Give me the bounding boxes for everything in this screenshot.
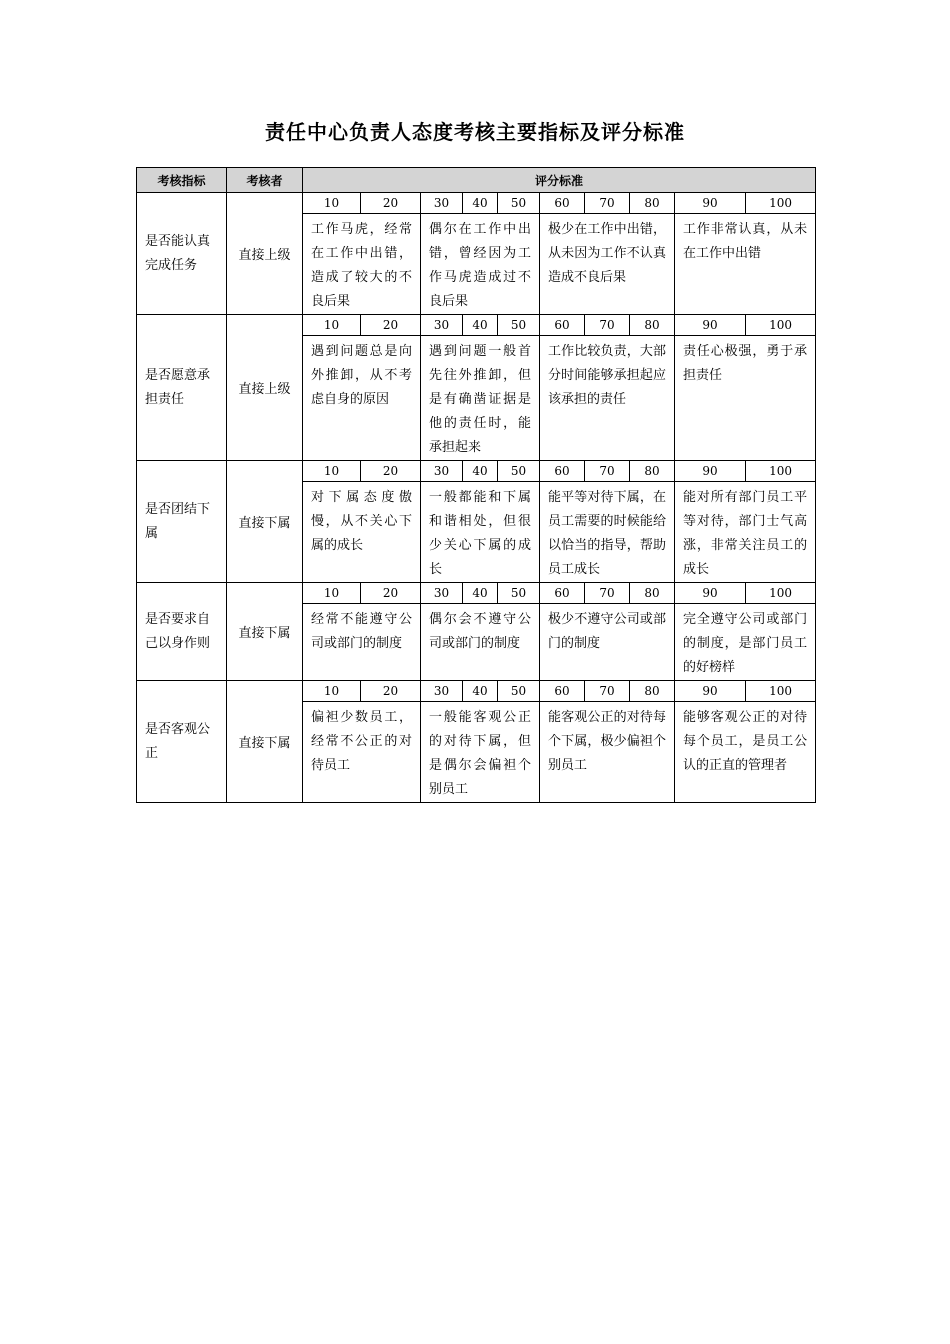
score-label: 60 [540,315,585,336]
level-description: 工作非常认真，从未在工作中出错 [675,214,816,315]
level-description: 责任心极强，勇于承担责任 [675,336,816,461]
score-label: 10 [303,461,361,482]
level-description: 能客观公正的对待每个下属，极少偏袒个别员工 [540,702,675,803]
assessor-cell: 直接下属 [227,461,303,583]
level-description: 极少不遵守公司或部门的制度 [540,604,675,681]
score-label: 50 [498,583,540,604]
score-label: 20 [361,461,421,482]
score-label: 100 [746,315,816,336]
score-label: 100 [746,461,816,482]
level-description: 遇到问题总是向外推卸，从不考虑自身的原因 [303,336,421,461]
level-description: 经常不能遵守公司或部门的制度 [303,604,421,681]
score-label: 10 [303,583,361,604]
score-row [137,681,816,702]
score-label: 20 [361,193,421,214]
score-label: 40 [463,315,498,336]
level-description: 极少在工作中出错，从未因为工作不认真造成不良后果 [540,214,675,315]
score-row [137,461,816,482]
score-label: 20 [361,315,421,336]
page-title: 责任中心负责人态度考核主要指标及评分标准 [265,120,685,144]
score-label: 60 [540,583,585,604]
score-label: 50 [498,193,540,214]
level-description: 对下属态度傲慢，从不关心下属的成长 [303,482,421,583]
header-row [137,168,816,193]
score-label: 30 [421,681,463,702]
score-label: 70 [585,583,630,604]
score-label: 20 [361,583,421,604]
score-label: 90 [675,461,746,482]
score-row [137,193,816,214]
level-description: 偏袒少数员工，经常不公正的对待员工 [303,702,421,803]
score-label: 70 [585,461,630,482]
level-description: 能平等对待下属，在员工需要的时候能给以恰当的指导，帮助员工成长 [540,482,675,583]
score-label: 70 [585,193,630,214]
assessor-cell: 直接上级 [227,315,303,461]
score-label: 10 [303,193,361,214]
level-description: 一般都能和下属和谐相处，但很少关心下属的成长 [421,482,540,583]
score-label: 40 [463,193,498,214]
header-assessor: 考核者 [227,168,303,193]
score-label: 70 [585,681,630,702]
level-description: 偶尔会不遵守公司或部门的制度 [421,604,540,681]
score-label: 40 [463,583,498,604]
assessment-table [136,167,816,803]
level-description: 能对所有部门员工平等对待，部门士气高涨，非常关注员工的成长 [675,482,816,583]
score-label: 40 [463,681,498,702]
score-label: 60 [540,461,585,482]
score-label: 90 [675,315,746,336]
header-standard: 评分标准 [303,168,816,193]
level-description: 工作马虎，经常在工作中出错，造成了较大的不良后果 [303,214,421,315]
score-label: 80 [630,461,675,482]
level-description: 工作比较负责，大部分时间能够承担起应该承担的责任 [540,336,675,461]
score-label: 40 [463,461,498,482]
score-label: 50 [498,315,540,336]
level-description: 能够客观公正的对待每个员工，是员工公认的正直的管理者 [675,702,816,803]
score-label: 10 [303,315,361,336]
score-row [137,315,816,336]
score-label: 90 [675,193,746,214]
score-label: 60 [540,193,585,214]
level-description: 完全遵守公司或部门的制度，是部门员工的好榜样 [675,604,816,681]
level-description: 偶尔在工作中出错，曾经因为工作马虎造成过不良后果 [421,214,540,315]
header-indicator: 考核指标 [137,168,227,193]
score-label: 80 [630,315,675,336]
assessor-cell: 直接上级 [227,193,303,315]
score-label: 50 [498,461,540,482]
indicator-cell: 是否团结下属 [137,461,227,583]
assessor-cell: 直接下属 [227,681,303,803]
score-label: 60 [540,681,585,702]
level-description: 一般能客观公正的对待下属，但是偶尔会偏袒个别员工 [421,702,540,803]
score-label: 30 [421,315,463,336]
indicator-cell: 是否愿意承担责任 [137,315,227,461]
score-label: 30 [421,583,463,604]
score-label: 80 [630,583,675,604]
score-label: 30 [421,461,463,482]
score-label: 30 [421,193,463,214]
score-label: 80 [630,193,675,214]
score-label: 80 [630,681,675,702]
score-label: 20 [361,681,421,702]
indicator-cell: 是否客观公正 [137,681,227,803]
score-label: 100 [746,681,816,702]
score-row [137,583,816,604]
indicator-cell: 是否能认真完成任务 [137,193,227,315]
level-description: 遇到问题一般首先往外推卸，但是有确凿证据是他的责任时，能承担起来 [421,336,540,461]
score-label: 50 [498,681,540,702]
score-label: 10 [303,681,361,702]
indicator-cell: 是否要求自己以身作则 [137,583,227,681]
score-label: 90 [675,583,746,604]
score-label: 90 [675,681,746,702]
score-label: 100 [746,583,816,604]
score-label: 100 [746,193,816,214]
assessor-cell: 直接下属 [227,583,303,681]
score-label: 70 [585,315,630,336]
